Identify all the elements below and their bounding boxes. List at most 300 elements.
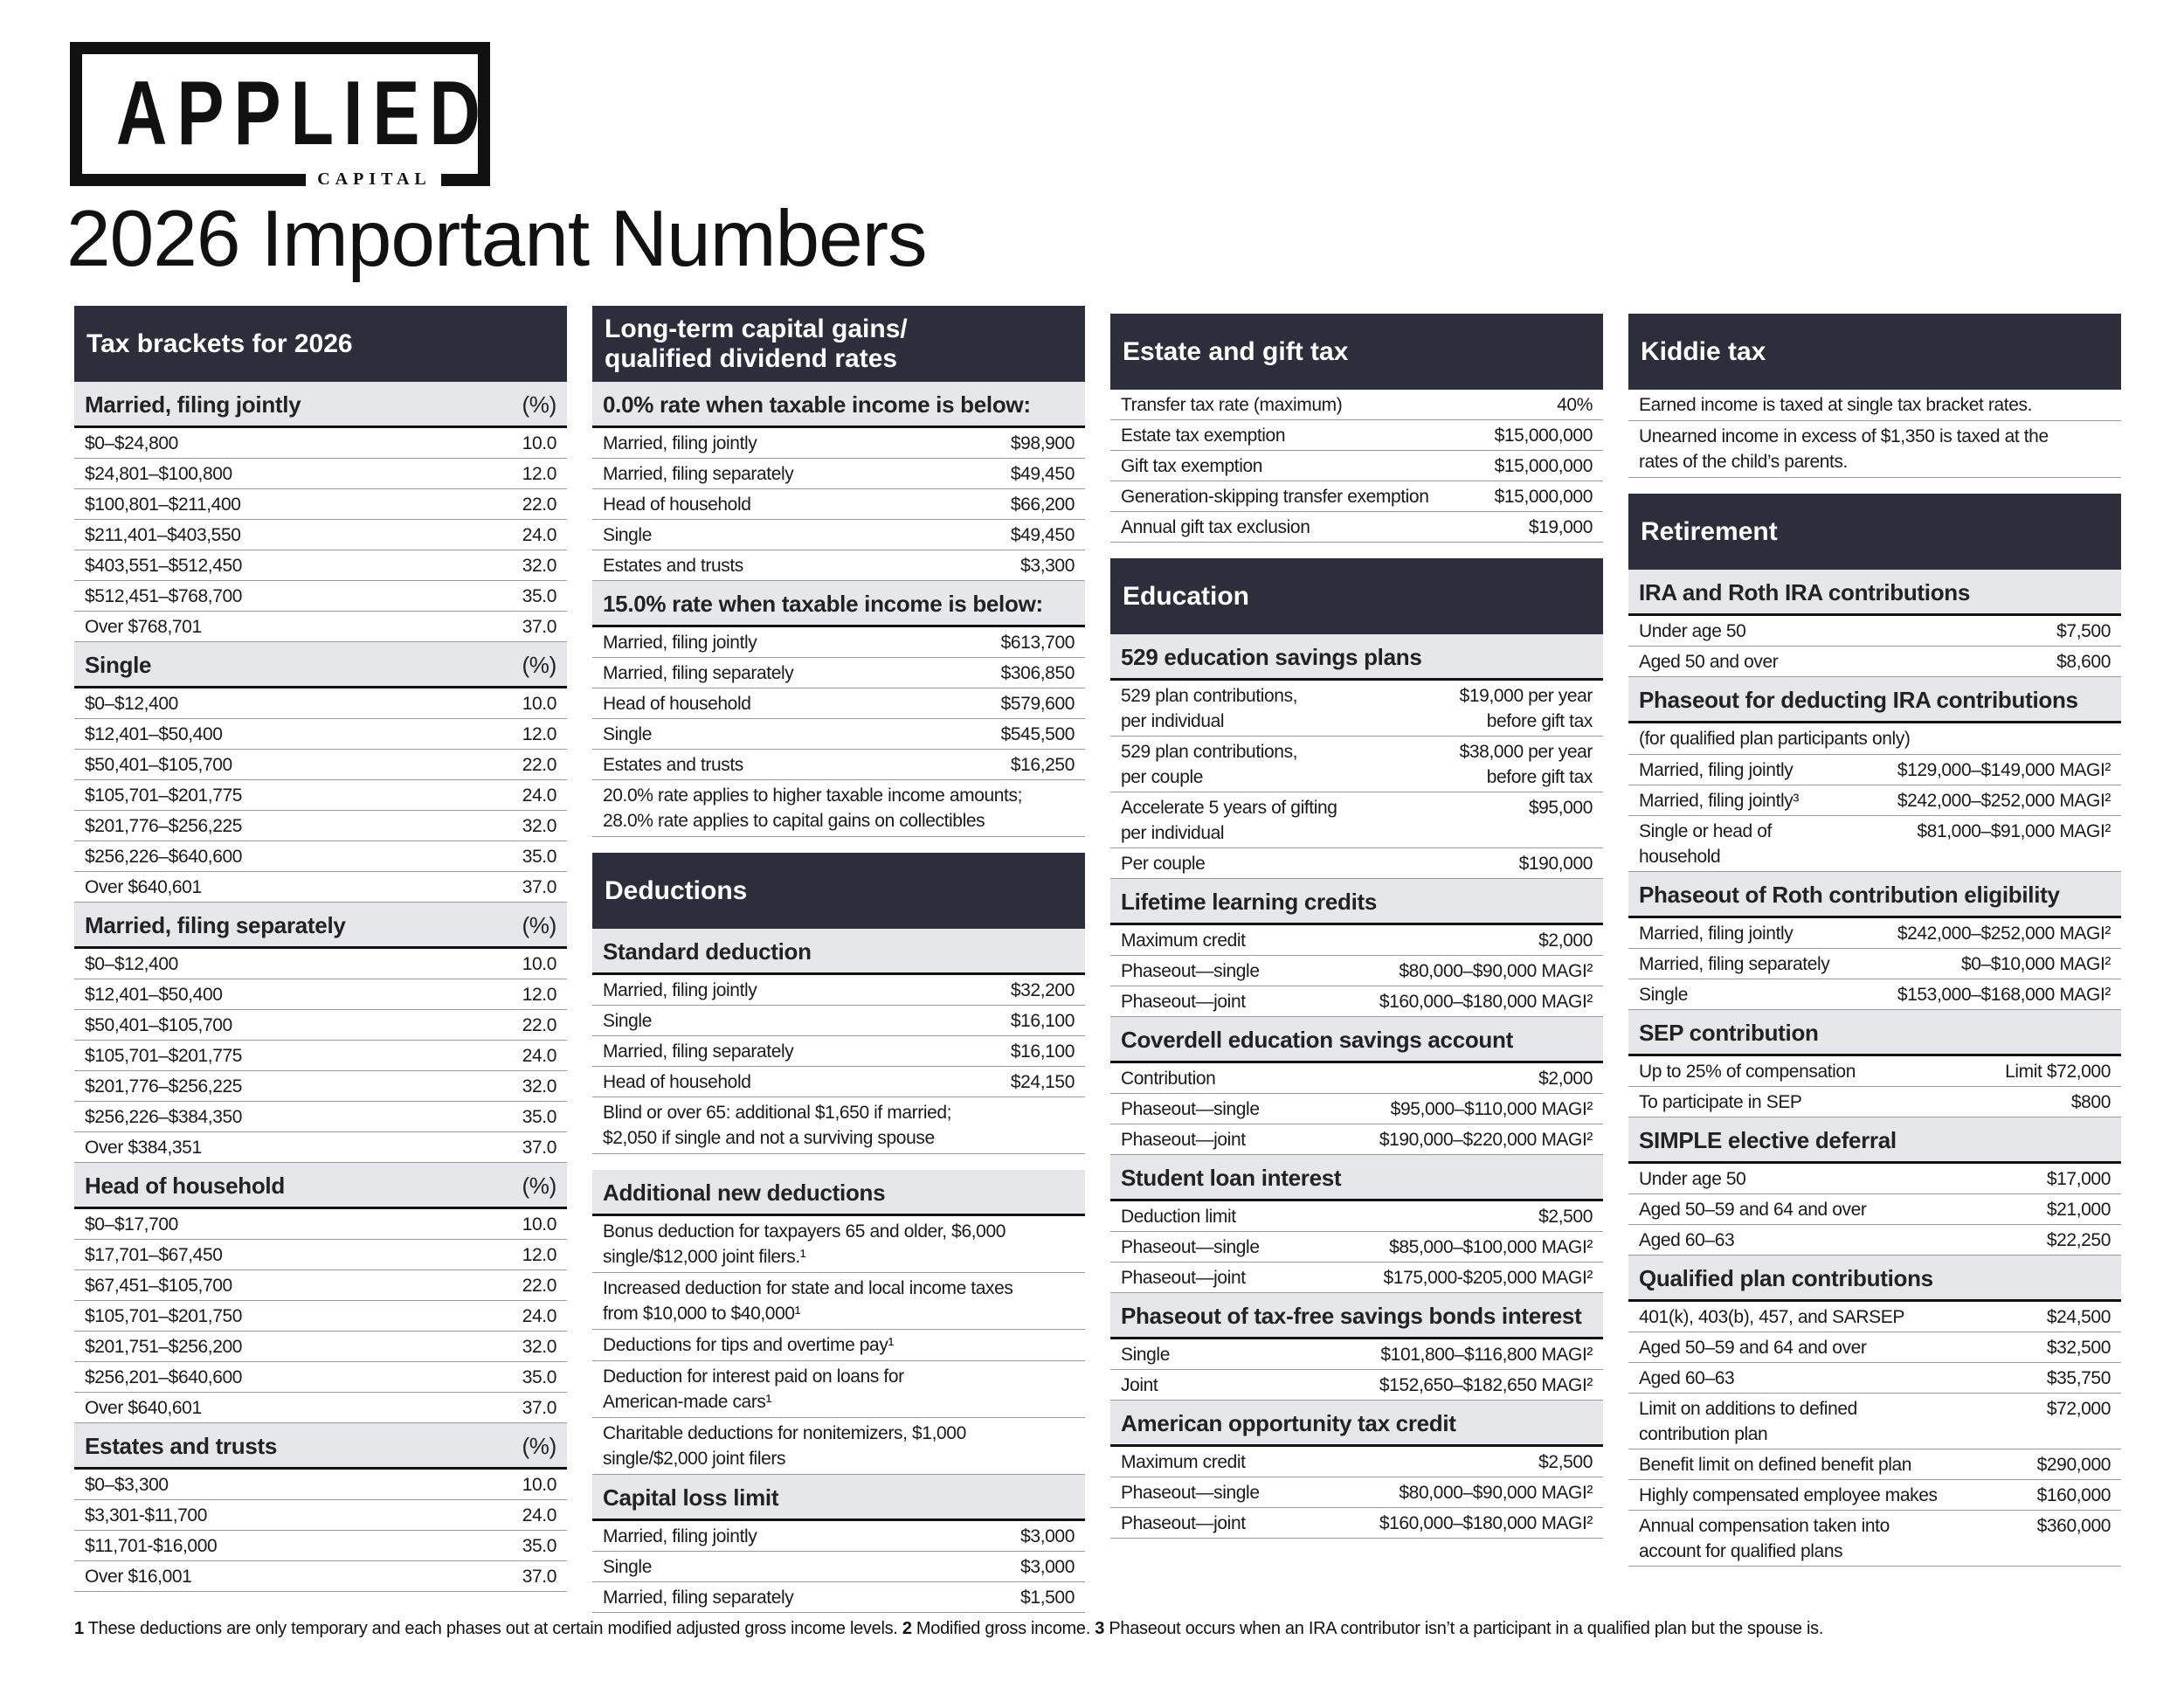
row-value: $16,100 bbox=[1010, 1041, 1075, 1062]
row-label: Single or head of household bbox=[1639, 821, 1772, 867]
note-text: Unearned income in excess of $1,350 is taxed at the rates of the child’s parents. bbox=[1628, 421, 2121, 478]
footnote-text: Phaseout occurs when an IRA contributor isn’t a participant in a qualified plan but the spouse is. bbox=[1109, 1619, 1824, 1638]
table-row bbox=[592, 459, 1085, 489]
row-value: 35.0 bbox=[522, 847, 556, 867]
row-value: $129,000–$149,000 MAGI² bbox=[1897, 760, 2111, 780]
row-value: 32.0 bbox=[522, 1337, 556, 1357]
subsection-title: SEP contribution bbox=[1639, 1020, 1819, 1046]
table-row bbox=[1110, 925, 1603, 956]
table-row bbox=[74, 1209, 567, 1240]
subsection-title: Coverdell education savings account bbox=[1121, 1027, 1513, 1053]
row-label: Married, filing separately bbox=[603, 1041, 794, 1062]
row-label: Married, filing jointly bbox=[1639, 924, 1794, 944]
row-value: $160,000–$180,000 MAGI² bbox=[1379, 1513, 1593, 1533]
row-value: $81,000–$91,000 MAGI² bbox=[1917, 821, 2111, 841]
table-row bbox=[592, 1582, 1085, 1613]
row-value: $242,000–$252,000 MAGI² bbox=[1897, 791, 2111, 811]
row-label: Phaseout—joint bbox=[1121, 992, 1246, 1012]
table-row bbox=[1628, 1087, 2121, 1117]
row-label: $201,751–$256,200 bbox=[85, 1337, 243, 1357]
row-label: $201,776–$256,225 bbox=[85, 1076, 243, 1097]
row-label: Under age 50 bbox=[1639, 621, 1746, 641]
subsection-title: Married, filing jointly bbox=[85, 391, 301, 418]
table-row bbox=[74, 719, 567, 750]
row-value: $190,000–$220,000 MAGI² bbox=[1379, 1130, 1593, 1150]
table-row bbox=[1110, 956, 1603, 986]
row-value: $49,450 bbox=[1010, 525, 1075, 545]
subsection-header bbox=[592, 581, 1085, 627]
table-row bbox=[592, 1067, 1085, 1097]
row-value: $306,850 bbox=[1000, 663, 1075, 683]
subsection-header bbox=[74, 1163, 567, 1209]
table-row bbox=[1628, 1164, 2121, 1194]
row-value: $160,000 bbox=[2036, 1485, 2111, 1505]
row-value: $80,000–$90,000 MAGI² bbox=[1399, 961, 1593, 981]
row-label: Generation-skipping transfer exemption bbox=[1121, 487, 1429, 507]
row-label: $67,451–$105,700 bbox=[85, 1276, 232, 1296]
table-row bbox=[1110, 420, 1603, 451]
row-value: $2,000 bbox=[1538, 930, 1593, 951]
row-value: $95,000–$110,000 MAGI² bbox=[1390, 1099, 1593, 1119]
row-value: $24,500 bbox=[2046, 1307, 2111, 1327]
row-value: $15,000,000 bbox=[1494, 487, 1593, 507]
row-value: $32,500 bbox=[2046, 1338, 2111, 1358]
table-row bbox=[1110, 1124, 1603, 1155]
row-label: To participate in SEP bbox=[1639, 1092, 1802, 1112]
row-label: Estate tax exemption bbox=[1121, 425, 1286, 446]
subsection-title: Standard deduction bbox=[603, 938, 812, 965]
table-row bbox=[1628, 979, 2121, 1010]
row-label: Over $16,001 bbox=[85, 1567, 192, 1587]
row-value: 10.0 bbox=[522, 954, 556, 974]
table-row bbox=[74, 949, 567, 979]
subsection-unit: (%) bbox=[522, 391, 556, 418]
table-row bbox=[1628, 1449, 2121, 1480]
row-value: $290,000 bbox=[2036, 1455, 2111, 1475]
row-label: $256,201–$640,600 bbox=[85, 1367, 243, 1387]
row-value: 37.0 bbox=[522, 877, 556, 897]
row-value: $98,900 bbox=[1010, 433, 1075, 453]
row-value: $15,000,000 bbox=[1494, 425, 1593, 446]
row-label: Married, filing separately bbox=[603, 1588, 794, 1608]
section-header: Kiddie tax bbox=[1628, 314, 2121, 390]
footnote-number: 1 bbox=[74, 1619, 84, 1638]
row-value: 24.0 bbox=[522, 1505, 556, 1525]
table-row bbox=[592, 428, 1085, 459]
row-value: 24.0 bbox=[522, 525, 556, 545]
row-value: $38,000 per year before gift tax bbox=[1459, 742, 1593, 787]
row-value: 10.0 bbox=[522, 1475, 556, 1495]
table-row bbox=[592, 1006, 1085, 1036]
subsection-unit: (%) bbox=[522, 652, 556, 678]
section-header: Estate and gift tax bbox=[1110, 314, 1603, 390]
table-row bbox=[74, 612, 567, 642]
row-value: $8,600 bbox=[2056, 652, 2111, 672]
subsection-header bbox=[1628, 1256, 2121, 1302]
table-row bbox=[74, 1240, 567, 1270]
logo-frame-bottom-right bbox=[441, 174, 490, 186]
row-value: $24,150 bbox=[1010, 1072, 1075, 1092]
row-label: Single bbox=[603, 1011, 652, 1031]
subsection-header bbox=[1110, 1155, 1603, 1201]
row-value: $1,500 bbox=[1020, 1588, 1075, 1608]
row-label: Over $640,601 bbox=[85, 877, 202, 897]
row-label: Phaseout—joint bbox=[1121, 1268, 1246, 1288]
row-label: $403,551–$512,450 bbox=[85, 556, 243, 576]
row-label: Accelerate 5 years of gifting per individual bbox=[1121, 798, 1337, 843]
table-row bbox=[1628, 949, 2121, 979]
subsection-title: Phaseout of tax-free savings bonds interest bbox=[1121, 1303, 1582, 1329]
table-row bbox=[1110, 848, 1603, 879]
column-estate-education bbox=[1110, 314, 1603, 1539]
subsection-title: Student loan interest bbox=[1121, 1165, 1342, 1191]
row-label: $256,226–$384,350 bbox=[85, 1107, 243, 1127]
subsection-title: SIMPLE elective deferral bbox=[1639, 1127, 1897, 1153]
row-label: $0–$12,400 bbox=[85, 954, 178, 974]
row-label: Single bbox=[1639, 985, 1688, 1005]
row-label: $50,401–$105,700 bbox=[85, 1015, 232, 1035]
table-row bbox=[1110, 1447, 1603, 1477]
row-label: Limit on additions to defined contribution plan bbox=[1639, 1399, 1857, 1444]
row-label: Phaseout—single bbox=[1121, 1483, 1260, 1503]
row-label: Gift tax exemption bbox=[1121, 456, 1263, 476]
row-label: Phaseout—single bbox=[1121, 1099, 1260, 1119]
row-value: $2,500 bbox=[1538, 1452, 1593, 1472]
note-text: Charitable deductions for nonitemizers, $1,000 single/$2,000 joint filers bbox=[592, 1418, 1085, 1475]
footnote-text: Modified gross income. bbox=[916, 1619, 1090, 1638]
row-value: $175,000-$205,000 MAGI² bbox=[1383, 1268, 1593, 1288]
subsection-unit: (%) bbox=[522, 1433, 556, 1459]
table-row bbox=[1110, 451, 1603, 481]
table-row bbox=[74, 459, 567, 489]
row-value: 35.0 bbox=[522, 1536, 556, 1556]
table-row bbox=[1110, 681, 1603, 737]
note-text: Deduction for interest paid on loans for American-made cars¹ bbox=[592, 1361, 1085, 1418]
row-label: 529 plan contributions, per individual bbox=[1121, 686, 1298, 731]
subsection-title: 15.0% rate when taxable income is below: bbox=[603, 591, 1043, 617]
row-label: $256,226–$640,600 bbox=[85, 847, 243, 867]
row-label: $0–$3,300 bbox=[85, 1475, 169, 1495]
row-value: $16,100 bbox=[1010, 1011, 1075, 1031]
row-value: $35,750 bbox=[2046, 1368, 2111, 1388]
row-value: 12.0 bbox=[522, 724, 556, 744]
table-row bbox=[592, 489, 1085, 520]
subsection-header bbox=[1110, 634, 1603, 681]
table-row bbox=[592, 1036, 1085, 1067]
table-row bbox=[74, 979, 567, 1010]
row-value: $2,500 bbox=[1538, 1207, 1593, 1227]
row-value: $32,200 bbox=[1010, 980, 1075, 1000]
row-label: Head of household bbox=[603, 1072, 751, 1092]
row-label: Married, filing separately bbox=[1639, 954, 1830, 974]
subsection-title: 0.0% rate when taxable income is below: bbox=[603, 391, 1031, 418]
row-label: Highly compensated employee makes bbox=[1639, 1485, 1938, 1505]
table-row bbox=[1628, 1363, 2121, 1394]
row-label: $512,451–$768,700 bbox=[85, 586, 243, 606]
row-value: $3,000 bbox=[1020, 1557, 1075, 1577]
row-value: $3,300 bbox=[1020, 556, 1075, 576]
row-value: $95,000 bbox=[1528, 798, 1593, 818]
row-value: 22.0 bbox=[522, 755, 556, 775]
row-label: $0–$12,400 bbox=[85, 694, 178, 714]
row-label: $3,301-$11,700 bbox=[85, 1505, 207, 1525]
row-value: $160,000–$180,000 MAGI² bbox=[1379, 992, 1593, 1012]
row-label: Deduction limit bbox=[1121, 1207, 1236, 1227]
table-row bbox=[1110, 986, 1603, 1017]
row-value: 22.0 bbox=[522, 1015, 556, 1035]
row-label: $0–$17,700 bbox=[85, 1214, 178, 1235]
row-value: $360,000 bbox=[2036, 1516, 2111, 1536]
subsection-header bbox=[592, 382, 1085, 428]
table-row bbox=[592, 627, 1085, 658]
subsection-header bbox=[592, 1475, 1085, 1521]
row-label: $50,401–$105,700 bbox=[85, 755, 232, 775]
row-label: Married, filing jointly³ bbox=[1639, 791, 1799, 811]
row-value: $545,500 bbox=[1000, 724, 1075, 744]
note-text: Increased deduction for state and local income taxes from $10,000 to $40,000¹ bbox=[592, 1273, 1085, 1330]
row-label: $12,401–$50,400 bbox=[85, 724, 223, 744]
row-value: $21,000 bbox=[2046, 1200, 2111, 1220]
row-label: Married, filing jointly bbox=[603, 633, 757, 653]
footnote-text: These deductions are only temporary and each phases out at certain modified adjusted gross income levels. bbox=[87, 1619, 898, 1638]
table-row bbox=[74, 1531, 567, 1561]
row-value: 35.0 bbox=[522, 1107, 556, 1127]
table-row bbox=[74, 1561, 567, 1592]
row-label: Transfer tax rate (maximum) bbox=[1121, 395, 1343, 415]
row-value: $80,000–$90,000 MAGI² bbox=[1399, 1483, 1593, 1503]
table-row bbox=[74, 811, 567, 841]
row-label: $17,701–$67,450 bbox=[85, 1245, 223, 1265]
table-row bbox=[1628, 785, 2121, 816]
table-row bbox=[1628, 1056, 2121, 1087]
table-row bbox=[1110, 1201, 1603, 1232]
subsection-title: American opportunity tax credit bbox=[1121, 1410, 1456, 1436]
table-row bbox=[1110, 1063, 1603, 1094]
table-row bbox=[592, 520, 1085, 550]
row-value: $22,250 bbox=[2046, 1230, 2111, 1250]
column-kiddie-retirement bbox=[1628, 314, 2121, 1567]
subsection-header bbox=[1628, 872, 2121, 918]
row-label: Per couple bbox=[1121, 854, 1206, 874]
note-text: 20.0% rate applies to higher taxable income amounts; 28.0% rate applies to capital gains on collectibles bbox=[592, 780, 1085, 837]
row-label: Annual compensation taken into account for qualified plans bbox=[1639, 1516, 1890, 1561]
table-row bbox=[1628, 1511, 2121, 1567]
column-tax-brackets bbox=[74, 306, 567, 1592]
row-label: Annual gift tax exclusion bbox=[1121, 517, 1310, 537]
row-value: 37.0 bbox=[522, 617, 556, 637]
row-label: Single bbox=[1121, 1345, 1170, 1365]
subsection-header bbox=[74, 1423, 567, 1470]
row-label: $211,401–$403,550 bbox=[85, 525, 241, 545]
row-label: Married, filing jointly bbox=[603, 980, 757, 1000]
table-row bbox=[74, 688, 567, 719]
table-row bbox=[592, 750, 1085, 780]
row-label: Maximum credit bbox=[1121, 1452, 1246, 1472]
row-value: $242,000–$252,000 MAGI² bbox=[1897, 924, 2111, 944]
row-label: Married, filing separately bbox=[603, 464, 794, 484]
table-row bbox=[74, 1010, 567, 1041]
subsection-title: Additional new deductions bbox=[603, 1180, 886, 1206]
row-label: Up to 25% of compensation bbox=[1639, 1062, 1856, 1082]
row-value: 32.0 bbox=[522, 816, 556, 836]
subsection-title: Single bbox=[85, 652, 152, 678]
table-row bbox=[592, 550, 1085, 581]
section-header: Deductions bbox=[592, 853, 1085, 929]
row-value: 37.0 bbox=[522, 1398, 556, 1418]
subsection-header bbox=[74, 642, 567, 688]
subsection-unit: (%) bbox=[522, 1173, 556, 1199]
subsection-header bbox=[1628, 570, 2121, 616]
row-value: Limit $72,000 bbox=[2005, 1062, 2111, 1082]
subsection-title: Phaseout of Roth contribution eligibility bbox=[1639, 882, 2060, 908]
table-row bbox=[74, 1071, 567, 1102]
row-value: $72,000 bbox=[2046, 1399, 2111, 1419]
row-label: Over $384,351 bbox=[85, 1138, 202, 1158]
row-value: 10.0 bbox=[522, 433, 556, 453]
row-label: Aged 50–59 and 64 and over bbox=[1639, 1338, 1867, 1358]
row-label: Single bbox=[603, 1557, 652, 1577]
row-value: 40% bbox=[1557, 395, 1593, 415]
table-row bbox=[1628, 1480, 2121, 1511]
subsection-title: Married, filing separately bbox=[85, 912, 346, 938]
row-value: $66,200 bbox=[1010, 495, 1075, 515]
row-value: 32.0 bbox=[522, 1076, 556, 1097]
row-label: $100,801–$211,400 bbox=[85, 495, 241, 515]
row-label: $105,701–$201,775 bbox=[85, 1046, 243, 1066]
table-row bbox=[74, 1332, 567, 1362]
row-label: Aged 60–63 bbox=[1639, 1230, 1735, 1250]
row-label: $0–$24,800 bbox=[85, 433, 178, 453]
row-value: $2,000 bbox=[1538, 1069, 1593, 1089]
row-value: 22.0 bbox=[522, 495, 556, 515]
table-row bbox=[1628, 647, 2121, 677]
row-value: $16,250 bbox=[1010, 755, 1075, 775]
row-label: $105,701–$201,750 bbox=[85, 1306, 243, 1326]
row-label: Estates and trusts bbox=[603, 755, 743, 775]
subsection-header bbox=[1110, 1401, 1603, 1447]
table-row bbox=[1628, 1302, 2121, 1332]
table-row bbox=[74, 489, 567, 520]
row-label: Over $768,701 bbox=[85, 617, 202, 637]
table-row bbox=[74, 1041, 567, 1071]
row-value: 24.0 bbox=[522, 1306, 556, 1326]
row-value: 12.0 bbox=[522, 1245, 556, 1265]
footnotes bbox=[74, 1619, 1823, 1639]
table-row bbox=[1110, 1094, 1603, 1124]
row-label: Married, filing jointly bbox=[603, 1526, 757, 1546]
row-value: $152,650–$182,650 MAGI² bbox=[1379, 1375, 1593, 1395]
section-header: Education bbox=[1110, 558, 1603, 634]
row-value: $613,700 bbox=[1000, 633, 1075, 653]
row-label: Married, filing jointly bbox=[603, 433, 757, 453]
row-label: Maximum credit bbox=[1121, 930, 1246, 951]
row-label: $12,401–$50,400 bbox=[85, 985, 223, 1005]
table-row bbox=[1110, 737, 1603, 792]
row-value: $800 bbox=[2070, 1092, 2111, 1112]
subsection-title: Phaseout for deducting IRA contributions bbox=[1639, 687, 2078, 713]
table-row bbox=[74, 1393, 567, 1423]
table-row bbox=[74, 1500, 567, 1531]
table-row bbox=[1628, 755, 2121, 785]
row-label: Single bbox=[603, 724, 652, 744]
table-row bbox=[1110, 1508, 1603, 1539]
row-label: $11,701-$16,000 bbox=[85, 1536, 218, 1556]
subsection-title: 529 education savings plans bbox=[1121, 644, 1422, 670]
subsection-header bbox=[592, 929, 1085, 975]
row-label: Phaseout—single bbox=[1121, 1237, 1260, 1257]
row-label: 401(k), 403(b), 457, and SARSEP bbox=[1639, 1307, 1904, 1327]
note-text: Bonus deduction for taxpayers 65 and older, $6,000 single/$12,000 joint filers.¹ bbox=[592, 1216, 1085, 1273]
row-value: 37.0 bbox=[522, 1567, 556, 1587]
table-row bbox=[74, 1270, 567, 1301]
table-row bbox=[592, 975, 1085, 1006]
table-row bbox=[1110, 390, 1603, 420]
table-row bbox=[74, 1470, 567, 1500]
subsection-header bbox=[592, 1170, 1085, 1216]
row-label: Married, filing jointly bbox=[1639, 760, 1794, 780]
row-label: Phaseout—joint bbox=[1121, 1513, 1246, 1533]
table-row bbox=[74, 1301, 567, 1332]
table-row bbox=[1628, 816, 2121, 872]
row-label: Aged 50 and over bbox=[1639, 652, 1779, 672]
table-row bbox=[1628, 1194, 2121, 1225]
row-label: Contribution bbox=[1121, 1069, 1216, 1089]
row-value: $153,000–$168,000 MAGI² bbox=[1897, 985, 2111, 1005]
table-row bbox=[74, 872, 567, 903]
row-label: Single bbox=[603, 525, 652, 545]
row-value: $7,500 bbox=[2056, 621, 2111, 641]
table-row bbox=[1110, 481, 1603, 512]
table-row bbox=[1110, 792, 1603, 848]
subsection-title: Estates and trusts bbox=[85, 1433, 278, 1459]
subsection-title: Lifetime learning credits bbox=[1121, 889, 1378, 915]
row-value: $19,000 bbox=[1528, 517, 1593, 537]
table-row bbox=[1110, 1477, 1603, 1508]
subsection-header bbox=[1628, 1117, 2121, 1164]
note-text: (for qualified plan participants only) bbox=[1628, 723, 2121, 755]
row-value: 35.0 bbox=[522, 586, 556, 606]
subsection-title: Qualified plan contributions bbox=[1639, 1265, 1933, 1291]
row-value: 24.0 bbox=[522, 785, 556, 806]
row-value: 35.0 bbox=[522, 1367, 556, 1387]
subsection-header bbox=[1110, 1293, 1603, 1339]
row-label: Under age 50 bbox=[1639, 1169, 1746, 1189]
table-row bbox=[74, 520, 567, 550]
row-value: 10.0 bbox=[522, 1214, 556, 1235]
table-row bbox=[1110, 1370, 1603, 1401]
row-label: $24,801–$100,800 bbox=[85, 464, 232, 484]
subsection-title: Head of household bbox=[85, 1173, 285, 1199]
subsection-title: Capital loss limit bbox=[603, 1484, 779, 1511]
note-text: Deductions for tips and overtime pay¹ bbox=[592, 1330, 1085, 1361]
table-row bbox=[1628, 1225, 2121, 1256]
table-row bbox=[592, 1521, 1085, 1552]
row-label: $105,701–$201,775 bbox=[85, 785, 243, 806]
row-label: Head of household bbox=[603, 694, 751, 714]
row-value: 37.0 bbox=[522, 1138, 556, 1158]
section-header: Retirement bbox=[1628, 494, 2121, 570]
table-row bbox=[74, 1132, 567, 1163]
note-text: Earned income is taxed at single tax bracket rates. bbox=[1628, 390, 2121, 421]
subsection-header bbox=[1110, 879, 1603, 925]
column-capital-gains-deductions bbox=[592, 306, 1085, 1613]
row-value: 22.0 bbox=[522, 1276, 556, 1296]
row-label: Married, filing separately bbox=[603, 663, 794, 683]
table-row bbox=[1110, 1263, 1603, 1293]
row-value: $17,000 bbox=[2046, 1169, 2111, 1189]
table-row bbox=[592, 688, 1085, 719]
page-title: 2026 Important Numbers bbox=[66, 195, 927, 283]
